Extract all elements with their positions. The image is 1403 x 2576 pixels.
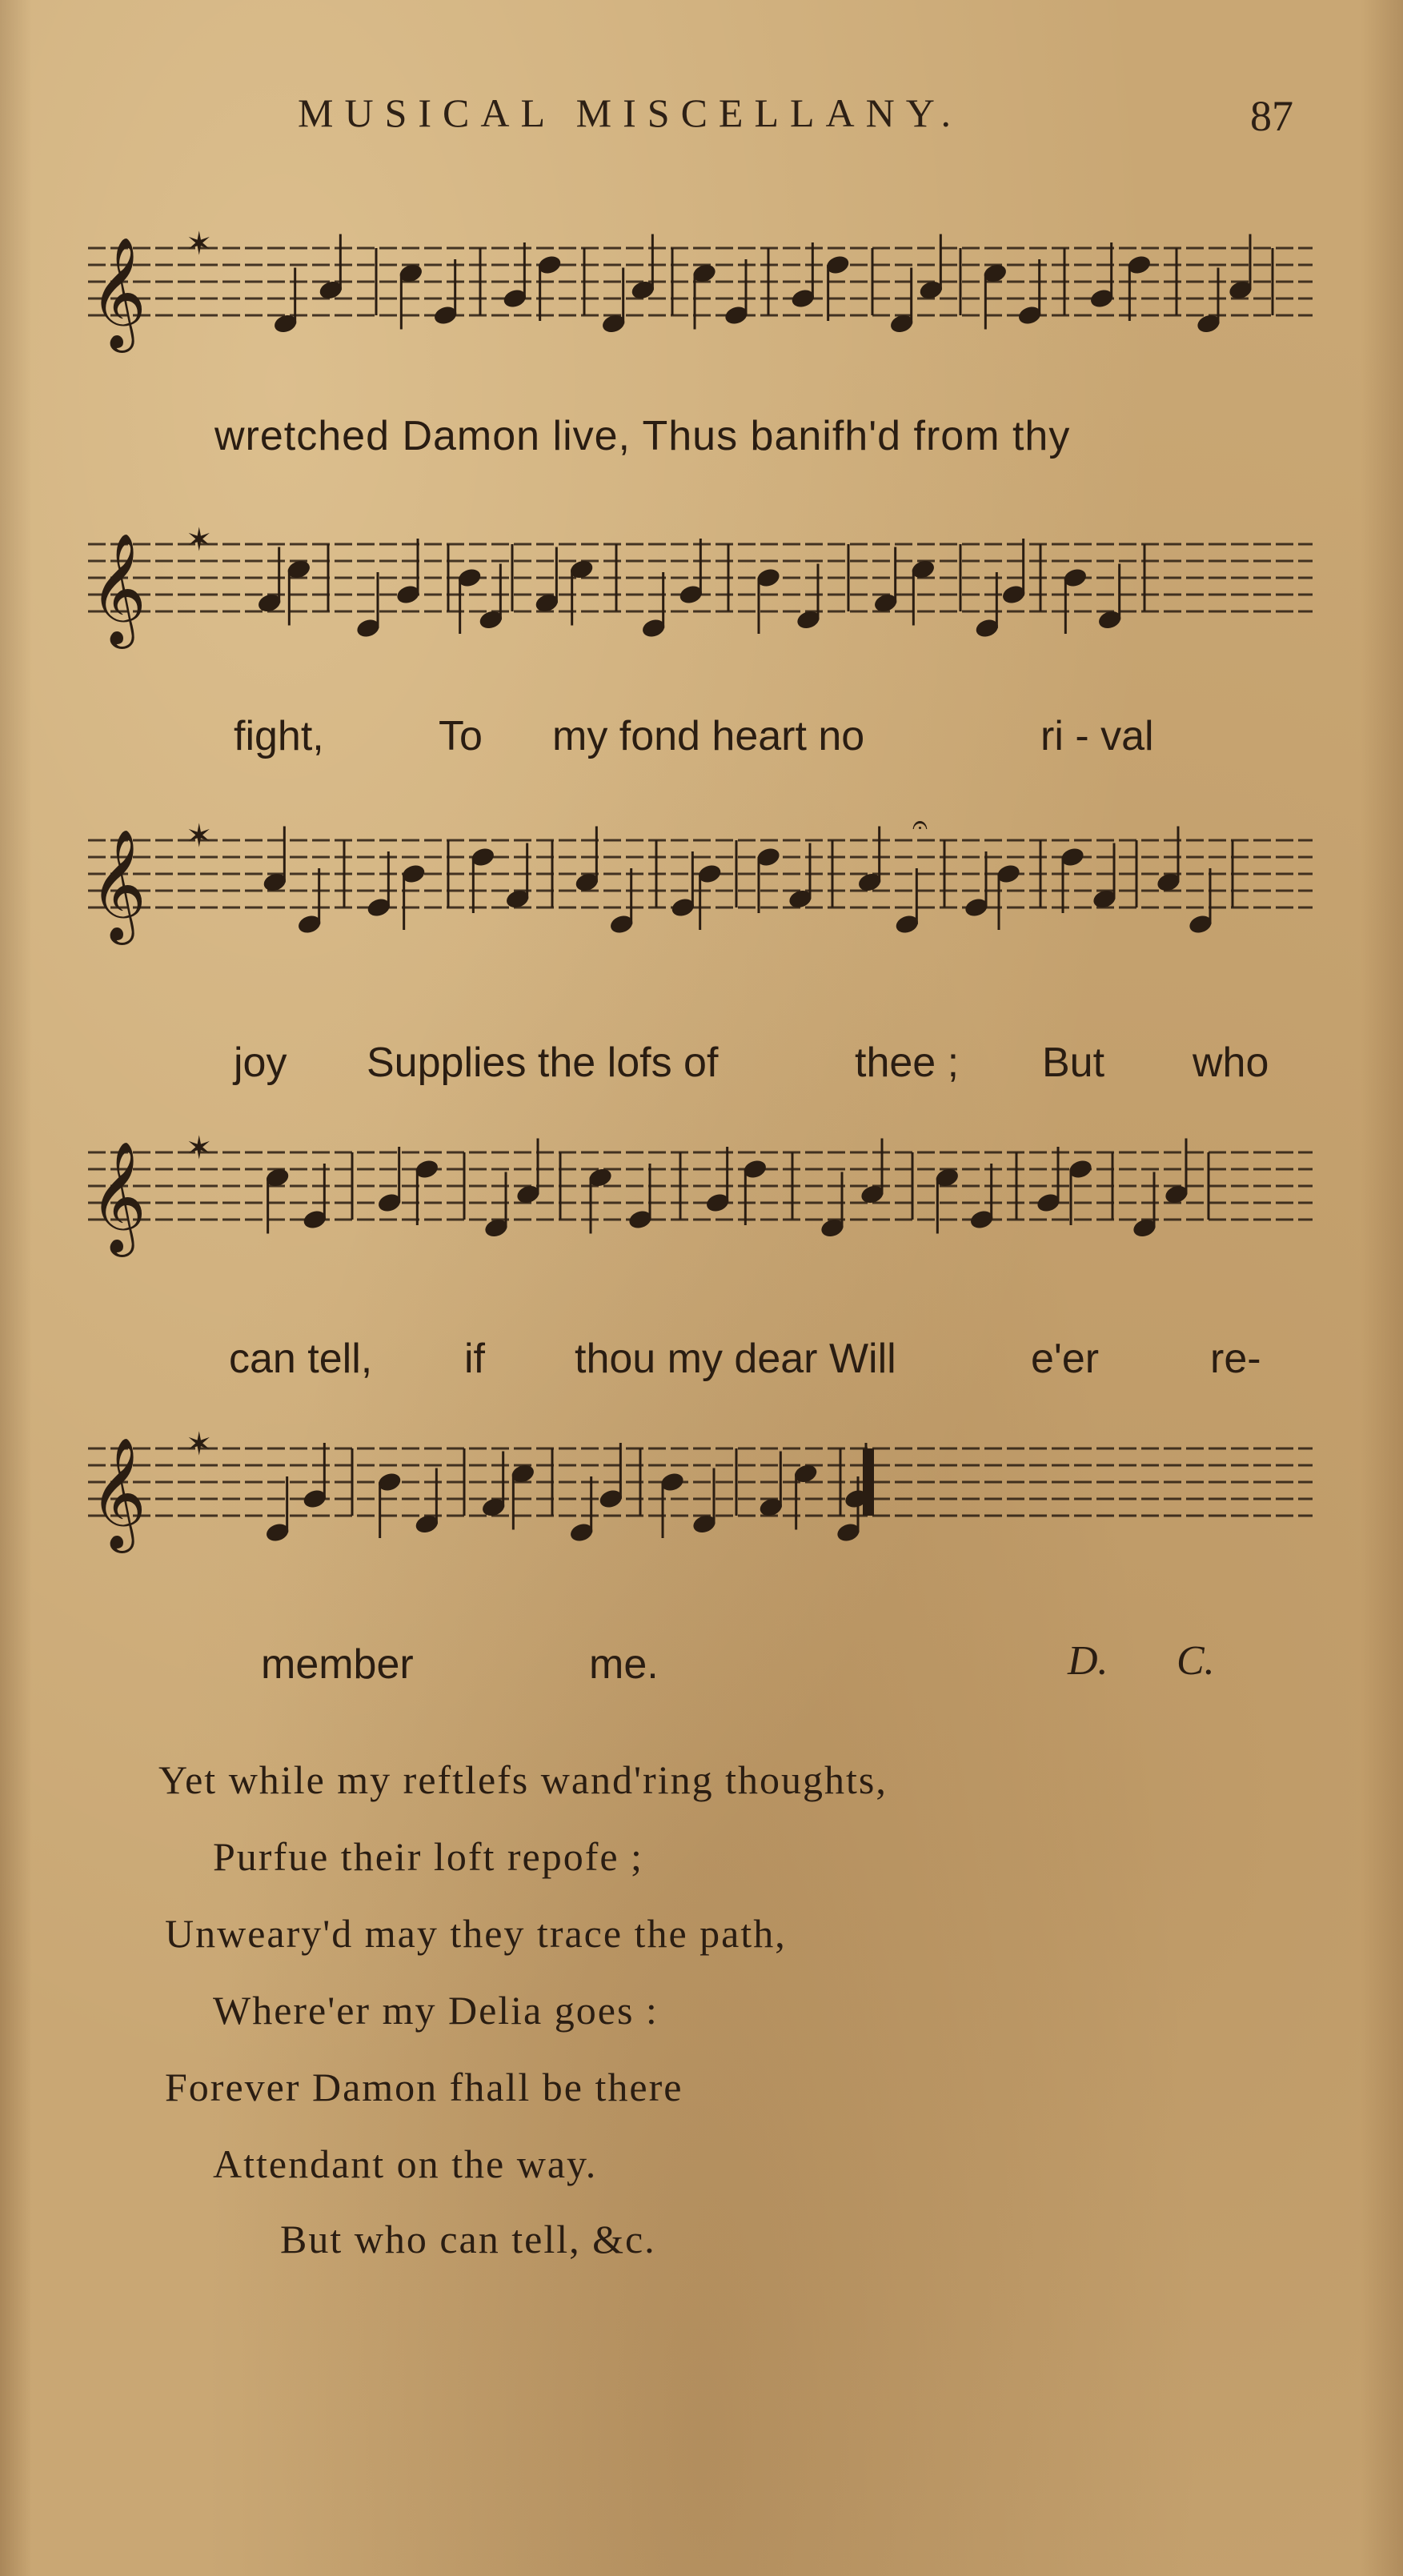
music-staff [0,808,1403,1008]
music-system-2 [0,512,1403,776]
music-staff [0,1416,1403,1617]
page-header [0,90,1403,154]
lyric-syllable: thee ; [855,1040,960,1086]
lyric-syllable: if [464,1336,485,1382]
lyric-syllable: me. [589,1641,659,1688]
sharp-icon: ✶ [186,1130,213,1167]
verse-line: Where'er my Delia goes : [213,1988,659,2033]
lyric-syllable: e'er [1031,1336,1100,1382]
treble-clef-icon: 𝄞 [90,237,146,348]
sharp-icon: ✶ [186,818,213,855]
sharp-icon: ✶ [186,1426,213,1463]
da-capo-marking: C. [1177,1638,1215,1684]
fermata-icon: 𝄐 [912,809,928,841]
lyric-syllable: joy [234,1040,287,1086]
lyric-syllable: my fond heart no [552,713,865,759]
da-capo-marking: D. [1068,1638,1108,1684]
lyric-syllable: To [439,713,483,759]
lyric-syllable: fight, [234,713,324,759]
lyric-syllable: But [1042,1040,1105,1086]
lyric-syllable: member [261,1641,414,1688]
lyric-syllable: ri - val [1040,713,1154,759]
lyric-syllable: Supplies the lofs of [367,1040,719,1086]
running-title: MUSICAL MISCELLANY. [298,90,962,135]
music-system-3 [0,808,1403,1096]
lyric-syllable: can tell, [229,1336,373,1382]
lyric-line: wretched Damon live, Thus banifh'd from thy [214,413,1071,459]
lyric-syllable: re- [1210,1336,1261,1382]
verse-line: Forever Damon fhall be there [165,2065,683,2109]
verse-line: Purfue their loft repofe ; [213,1834,643,1879]
sharp-icon: ✶ [186,522,213,559]
music-staff [0,216,1403,400]
lyric-syllable: thou my dear Will [575,1336,896,1382]
treble-clef-icon: 𝄞 [90,829,146,940]
treble-clef-icon: 𝄞 [90,1437,146,1548]
music-system-5 [0,1416,1403,1705]
treble-clef-icon: 𝄞 [90,533,146,644]
verse-line: Attendant on the way. [213,2141,598,2186]
sharp-icon: ✶ [186,226,213,262]
verse-line: Unweary'd may they trace the path, [165,1911,787,1956]
lyric-syllable: who [1193,1040,1269,1086]
music-staff [0,512,1403,696]
verse-line: But who can tell, &c. [280,2217,656,2262]
treble-clef-icon: 𝄞 [90,1141,146,1252]
music-system-1 [0,216,1403,480]
page-number: 87 [1250,92,1293,140]
music-staff [0,1120,1403,1304]
verse-line: Yet while my reftlefs wand'ring thoughts, [158,1757,888,1802]
music-system-4 [0,1120,1403,1392]
